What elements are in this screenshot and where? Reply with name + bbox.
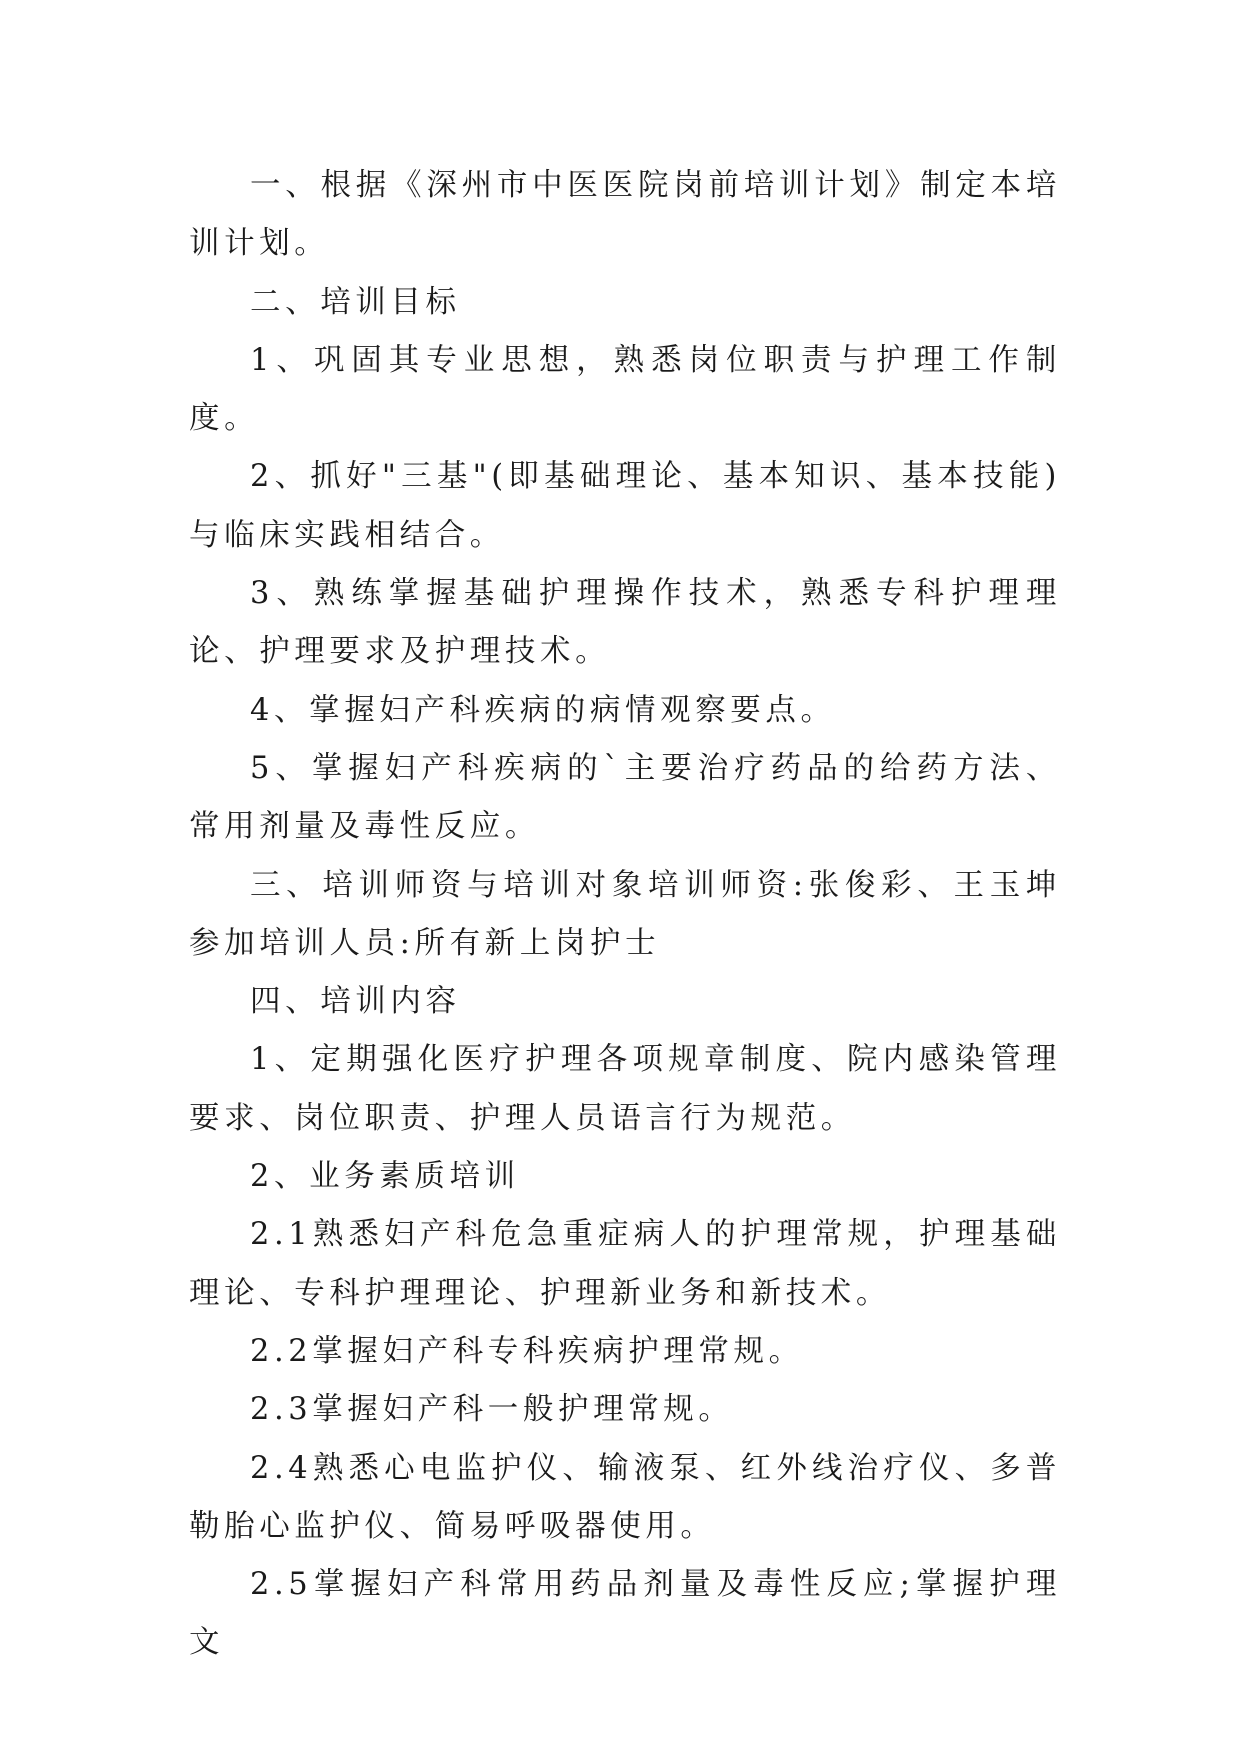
heading-training-goals: 二、培训目标	[250, 284, 461, 320]
paragraph-goal-2: 2、抓好"三基"(即基础理论、基本知识、基本技能)与临床实践相结合。	[189, 459, 1061, 553]
paragraph-content-2-5: 2.5掌握妇产科常用药品剂量及毒性反应;掌握护理文	[189, 1567, 1061, 1661]
paragraph-goal-5: 5、掌握妇产科疾病的`主要治疗药品的给药方法、常用剂量及毒性反应。	[189, 750, 1061, 845]
paragraph-goal-1: 1、巩固其专业思想，熟悉岗位职责与护理工作制度。	[189, 342, 1061, 437]
paragraph-content-2-3: 2.3掌握妇产科一般护理常规。	[250, 1392, 734, 1428]
paragraph-content-2-2: 2.2掌握妇产科专科疾病护理常规。	[250, 1333, 804, 1369]
paragraph-goal-3: 3、熟练掌握基础护理操作技术，熟悉专科护理理论、护理要求及护理技术。	[189, 576, 1061, 670]
document-body	[189, 157, 1061, 1673]
paragraph-goal-4: 4、掌握妇产科疾病的病情观察要点。	[250, 692, 836, 728]
paragraph-content-2-1: 2.1熟悉妇产科危急重症病人的护理常规，护理基础理论、专科护理理论、护理新业务和新技术。	[189, 1217, 1061, 1311]
paragraph-content-1: 1、定期强化医疗护理各项规章制度、院内感染管理要求、岗位职责、护理人员语言行为规范。	[189, 1042, 1061, 1136]
paragraph-content-2-4: 2.4熟悉心电监护仪、输液泵、红外线治疗仪、多普勒胎心监护仪、简易呼吸器使用。	[189, 1450, 1061, 1544]
paragraph-content-2: 2、业务素质培训	[250, 1159, 520, 1195]
heading-training-content: 四、培训内容	[250, 984, 461, 1020]
paragraph-trainers-trainees: 三、培训师资与培训对象培训师资:张俊彩、王玉坤 参加培训人员:所有新上岗护士	[189, 867, 1061, 961]
paragraph-basis: 一、根据《深州市中医医院岗前培训计划》制定本培训计划。	[189, 168, 1061, 262]
